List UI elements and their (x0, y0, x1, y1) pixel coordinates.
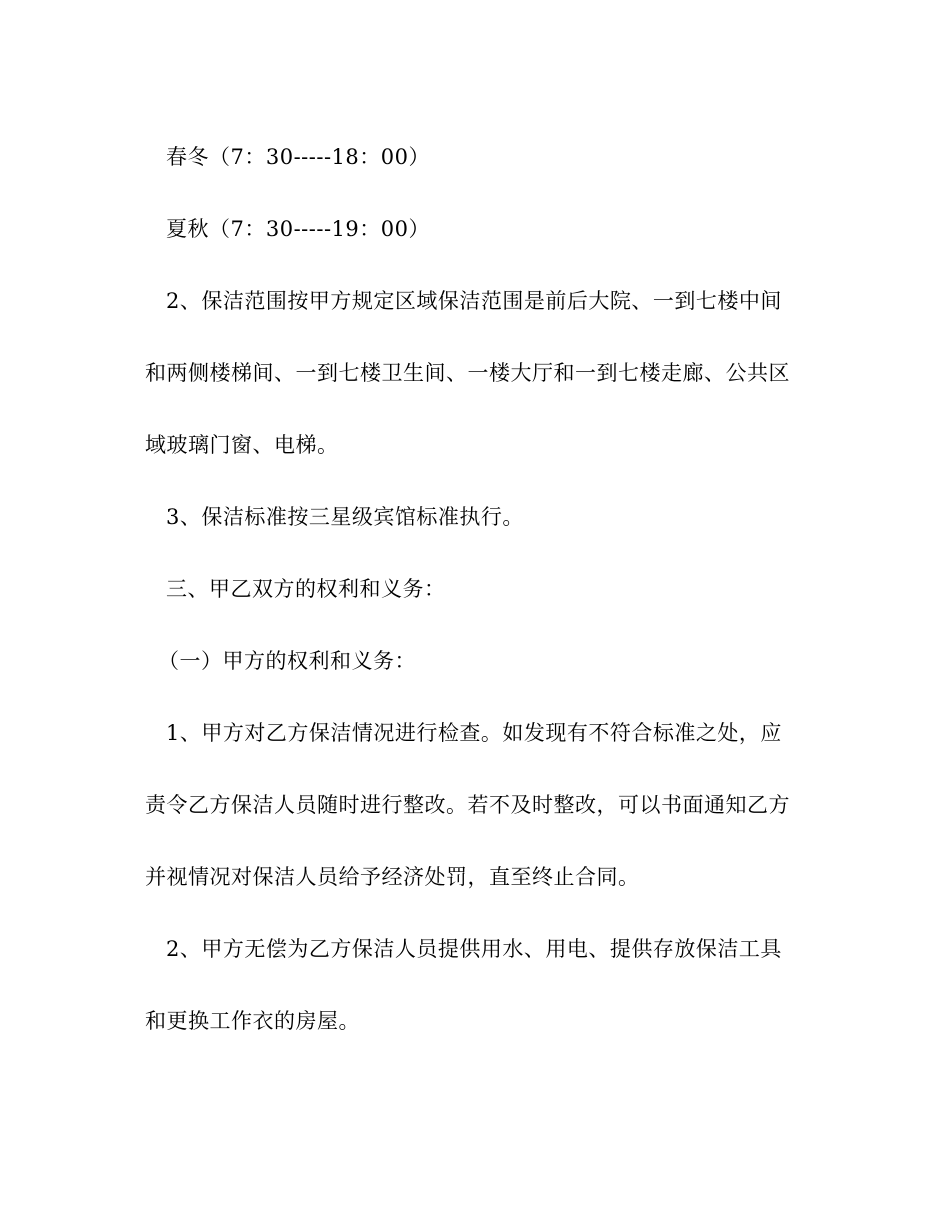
text-line-cleaning-standard: 3、保洁标准按三星级宾馆标准执行。 (166, 505, 524, 529)
text-line-party-a-inspection: 1、甲方对乙方保洁情况进行检查。如发现有不符合标准之处，应 (166, 721, 782, 745)
text-line-party-a-inspection-cont-1: 责令乙方保洁人员随时进行整改。若不及时整改，可以书面通知乙方 (145, 793, 790, 817)
text-line-summer-autumn-hours: 夏秋（7：30-----19：00） (166, 217, 431, 241)
section-heading-rights-obligations: 三、甲乙双方的权利和义务： (166, 577, 446, 601)
text-line-cleaning-scope-cont-2: 域玻璃门窗、电梯。 (145, 433, 339, 457)
text-line-party-a-provision-cont: 和更换工作衣的房屋。 (145, 1009, 360, 1033)
text-line-party-a-provision: 2、甲方无偿为乙方保洁人员提供用水、用电、提供存放保洁工具 (166, 937, 782, 961)
subsection-heading-party-a: （一）甲方的权利和义务： (158, 649, 416, 673)
text-line-cleaning-scope-cont-1: 和两侧楼梯间、一到七楼卫生间、一楼大厅和一到七楼走廊、公共区 (145, 361, 790, 385)
text-line-party-a-inspection-cont-2: 并视情况对保洁人员给予经济处罚，直至终止合同。 (145, 865, 640, 889)
text-line-cleaning-scope: 2、保洁范围按甲方规定区域保洁范围是前后大院、一到七楼中间 (166, 289, 782, 313)
text-line-spring-winter-hours: 春冬（7：30-----18：00） (166, 145, 431, 169)
